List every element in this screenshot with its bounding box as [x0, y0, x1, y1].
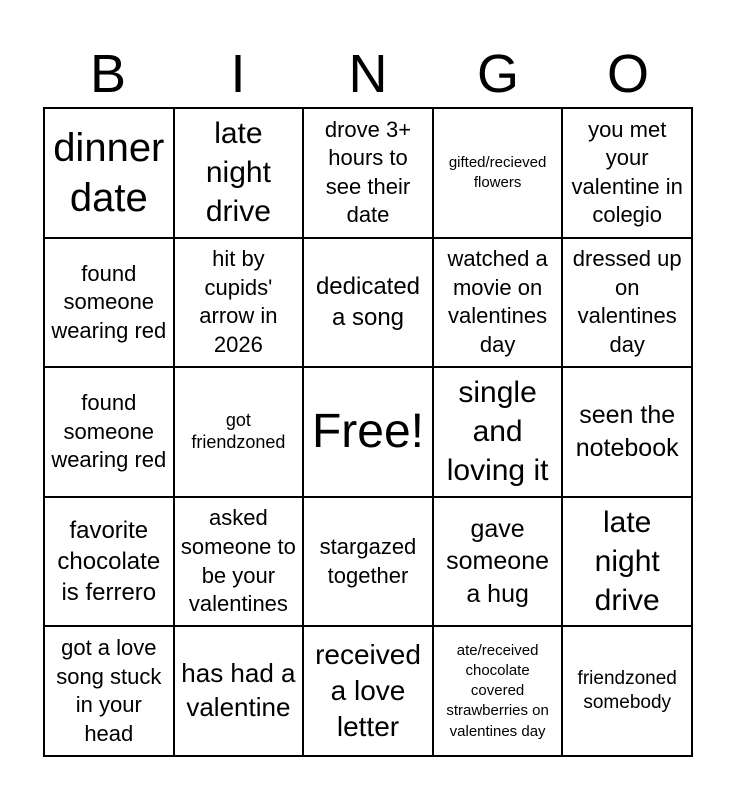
bingo-cell[interactable] — [303, 497, 433, 627]
cell-text: stargazed together — [319, 534, 417, 588]
cell-text: found someone wearing red — [51, 390, 167, 473]
cell-text: late night drive — [594, 506, 660, 618]
header-letter-b: B — [89, 44, 127, 104]
cell-text: found someone wearing red — [51, 260, 167, 343]
bingo-cell[interactable] — [562, 626, 692, 756]
cell-text: gifted/recieved flowers — [448, 153, 547, 191]
cell-text: asked someone to be your valentines — [180, 505, 296, 617]
bingo-cell[interactable] — [174, 497, 304, 627]
free-space-cell[interactable] — [303, 367, 433, 497]
cell-text: seen the notebook — [575, 401, 679, 462]
cell-text: got a love song stuck in your head — [56, 635, 162, 746]
bingo-cell[interactable] — [433, 238, 563, 368]
bingo-cell[interactable] — [562, 238, 692, 368]
header-letter-i: I — [230, 44, 246, 104]
bingo-cell[interactable] — [433, 497, 563, 627]
bingo-cell[interactable] — [174, 108, 304, 238]
bingo-cell[interactable] — [433, 626, 563, 756]
bingo-cell[interactable] — [303, 626, 433, 756]
bingo-cell[interactable] — [562, 497, 692, 627]
bingo-cell[interactable] — [44, 626, 174, 756]
cell-text: hit by cupids' arrow in 2026 — [199, 246, 278, 357]
cell-text: dressed up on valentines day — [572, 246, 682, 357]
cell-text: received a love letter — [315, 638, 421, 743]
bingo-cell[interactable] — [174, 367, 304, 497]
bingo-header — [43, 40, 693, 108]
cell-text: watched a movie on valentines day — [447, 246, 548, 357]
cell-text: single and loving it — [446, 376, 549, 488]
cell-text: favorite chocolate is ferrero — [57, 516, 161, 607]
cell-text: Free! — [311, 405, 424, 459]
cell-text: late night drive — [205, 117, 271, 229]
cell-text: dinner date — [53, 125, 165, 220]
bingo-cell[interactable] — [303, 238, 433, 368]
header-letter-n: N — [348, 44, 388, 104]
cell-text: drove 3+ hours to see their date — [324, 116, 412, 228]
bingo-cell[interactable] — [44, 497, 174, 627]
bingo-cell[interactable] — [174, 626, 304, 756]
cell-text: has had a valentine — [181, 658, 296, 723]
bingo-cell[interactable] — [433, 108, 563, 238]
cell-text: gave someone a hug — [446, 514, 550, 608]
cell-text: friendzoned somebody — [577, 667, 677, 714]
bingo-cell[interactable] — [44, 108, 174, 238]
bingo-cell[interactable] — [44, 238, 174, 368]
header-letter-o: O — [606, 44, 649, 104]
bingo-cell[interactable] — [174, 238, 304, 368]
bingo-cell[interactable] — [44, 367, 174, 497]
cell-text: you met your valentine in colegio — [571, 116, 683, 228]
cell-text: dedicated a song — [315, 273, 421, 332]
bingo-cell[interactable] — [433, 367, 563, 497]
bingo-cell[interactable] — [562, 108, 692, 238]
cell-text: ate/received chocolate covered strawberries on valentines day — [446, 641, 549, 740]
bingo-cell[interactable] — [562, 367, 692, 497]
cell-text: got friendzoned — [191, 410, 286, 452]
bingo-grid — [43, 107, 693, 757]
header-letter-g: G — [476, 44, 519, 104]
bingo-cell[interactable] — [303, 108, 433, 238]
